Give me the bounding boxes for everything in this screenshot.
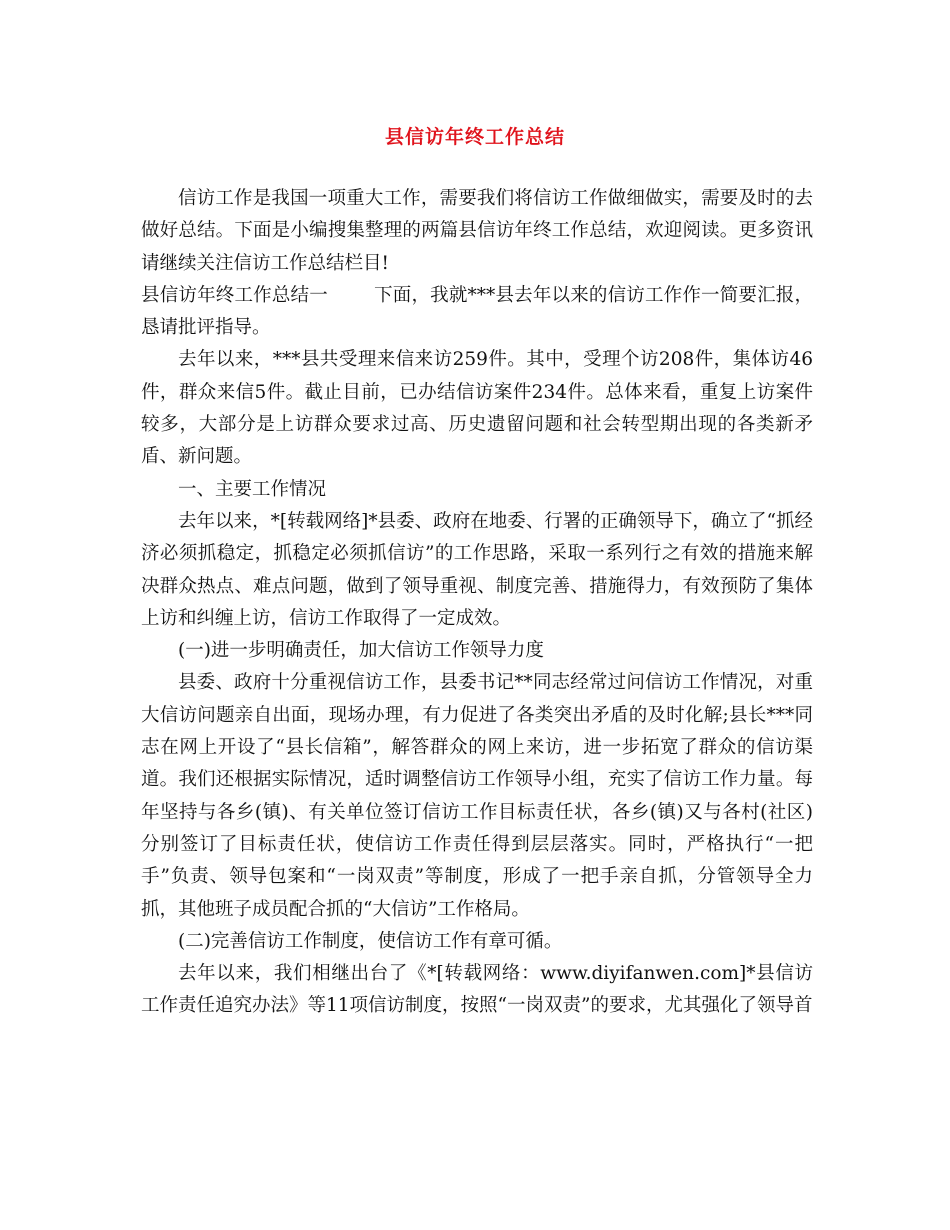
subsection-paragraph: 县委、政府十分重视信访工作，县委书记**同志经常过问信访工作情况，对重大信访问题亲自出面，现场办理，有力促进了各类突出矛盾的及时化解;县长***同志在网上开设了“县长信箱”，解答群众的网上来访，进一步拓宽了群众的信访渠道。我们还根据实际情况，适时调整信访工作领导小组，充实了信访工作力量。每年坚持与各乡(镇)、有关单位签订信访工作目标责任状，各乡(镇)又与各村(社区)分别签订了目标责任状，使信访工作责任得到层层落实。同时，严格执行“一把手”负责、领导包案和“一岗双责”等制度，形成了一把手亲自抓，分管领导全力抓，其他班子成员配合抓的“大信访”工作格局。: [141, 672, 813, 920]
document-title: 县信访年终工作总结: [384, 126, 565, 148]
part-heading: 县信访年终工作总结一: [141, 284, 328, 306]
document-body: [141, 183, 813, 1023]
stats-paragraph: 去年以来，***县共受理来信来访259件。其中，受理个访208件，集体访46件，群众来信5件。截止目前，已办结信访案件234件。总体来看，重复上访案件较多，大部分是上访群众要求过高、历史遗留问题和社会转型期出现的各类新矛盾、新问题。: [141, 349, 813, 468]
intro-paragraph: 信访工作是我国一项重大工作，需要我们将信访工作做细做实，需要及时的去做好总结。下面是小编搜集整理的两篇县信访年终工作总结，欢迎阅读。更多资讯请继续关注信访工作总结栏目!: [141, 188, 813, 274]
subsection-paragraph: 去年以来，我们相继出台了《*[转载网络：www.diyifanwen.com]*县信访工作责任追究办法》等11项信访制度，按照“一岗双责”的要求，尤其强化了领导首: [141, 963, 813, 1017]
subsection-heading: (一)进一步明确责任，加大信访工作领导力度: [178, 640, 544, 662]
part-lead: 下面，我就***县去年以来的信访工作作一简要汇报，恳请批评指导。: [141, 284, 813, 339]
section-paragraph: 去年以来，*[转载网络]*县委、政府在地委、行署的正确领导下，确立了“抓经济必须抓稳定，抓稳定必须抓信访”的工作思路，采取一系列行之有效的措施来解决群众热点、难点问题，做到了领导重视、制度完善、措施得力，有效预防了集体上访和纠缠上访，信访工作取得了一定成效。: [141, 510, 813, 629]
section-heading: 一、主要工作情况: [178, 478, 327, 500]
part-one-paragraph: [141, 280, 813, 345]
subsection-heading: (二)完善信访工作制度，使信访工作有章可循。: [178, 930, 563, 952]
